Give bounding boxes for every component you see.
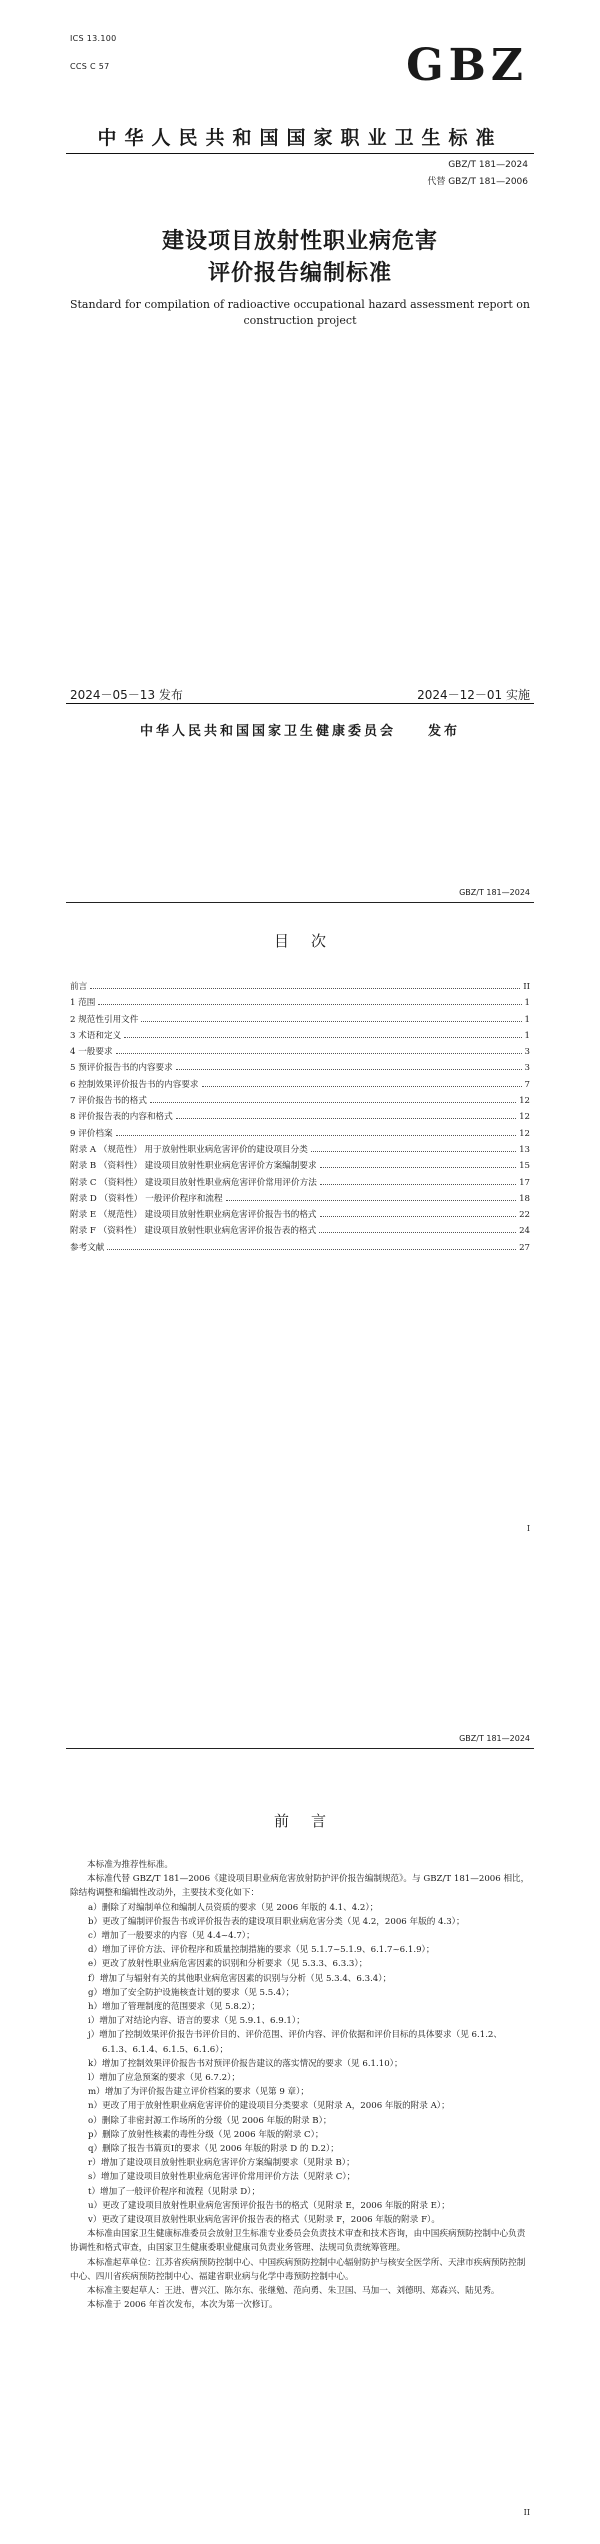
toc-dot-leader xyxy=(90,988,520,989)
toc-entry-title: 附录 C （资料性） 建设项目放射性职业病危害评价常用评价方法 xyxy=(70,1177,317,1188)
foreword-body xyxy=(70,1858,530,2313)
toc-dot-leader xyxy=(319,1232,516,1233)
change-list-item: g）增加了安全防护设施核查计划的要求（见 5.5.4）； xyxy=(88,1987,295,1998)
toc-dot-leader xyxy=(107,1249,516,1250)
toc-entry-title: 参考文献 xyxy=(70,1242,105,1253)
foreword-heading: 前言 xyxy=(273,1812,348,1830)
toc-dot-leader xyxy=(124,1037,521,1038)
toc-dot-leader xyxy=(226,1200,516,1201)
toc-entry-title: 6 控制效果评价报告书的内容要求 xyxy=(70,1079,199,1090)
toc-entry-title: 前言 xyxy=(70,982,88,992)
toc-entry-title: 2 规范性引用文件 xyxy=(70,1014,139,1025)
change-list-item: n）更改了用于放射性职业病危害评价的建设项目分类要求（见附录 A，2006 年版的附录 A）； xyxy=(88,2101,450,2112)
toc-entry-title: 附录 F （资料性） 建设项目放射性职业病危害评价报告表的格式 xyxy=(70,1226,317,1237)
toc-entry-page: II xyxy=(523,982,530,992)
toc-dot-leader xyxy=(176,1069,522,1070)
running-header: GBZ/T 181—2024 xyxy=(459,1734,530,1743)
toc-dot-leader xyxy=(311,1151,516,1152)
change-list-item: t）增加了一般评价程序和流程（见附录 D）； xyxy=(88,2186,261,2197)
implement-date: 2024－12－01 实施 xyxy=(417,688,530,702)
toc-dot-leader xyxy=(320,1216,517,1217)
toc-entry[interactable] xyxy=(70,1127,530,1143)
foreword-paragraph: 本标准由国家卫生健康标准委员会放射卫生标准专业委员会负责技术审查和技术咨询，由中国疾病预防控制中心负责协调性和格式审查，由国家卫生健康委职业健康司负责业务管理、法规司负责统筹管理。 xyxy=(70,2229,526,2254)
change-list-item: s）增加了建设项目放射性职业病危害评价常用评价方法（见附录 C）； xyxy=(88,2172,356,2183)
change-list-item: a）删除了对编制单位和编制人员资质的要求（见 2006 年版的 4.1、4.2）； xyxy=(88,1902,379,1913)
foreword-paragraph: 本标准于 2006 年首次发布，本次为第一次修订。 xyxy=(87,2300,278,2311)
toc-entry-title: 附录 B （资料性） 建设项目放射性职业病危害评价方案编制要求 xyxy=(70,1161,317,1172)
header-rule xyxy=(66,153,534,154)
toc-entry[interactable] xyxy=(70,1045,530,1061)
toc-entry-page: 1 xyxy=(524,998,530,1009)
toc-dot-leader xyxy=(98,1004,521,1005)
toc-entry-page: 1 xyxy=(524,1030,530,1041)
toc-entry-page: 13 xyxy=(519,1144,530,1155)
title-line2: 评价报告编制标准 xyxy=(207,260,392,286)
toc-dot-leader xyxy=(116,1135,516,1136)
page-number: II xyxy=(523,2508,530,2517)
toc-entry-title: 附录 D （资料性） 一般评价程序和流程 xyxy=(70,1193,223,1204)
toc-list xyxy=(70,980,530,1257)
toc-entry-title: 8 评价报告表的内容和格式 xyxy=(70,1112,173,1123)
toc-dot-leader xyxy=(176,1118,516,1119)
toc-entry-page: 12 xyxy=(519,1112,530,1123)
toc-entry[interactable] xyxy=(70,1224,530,1240)
issuing-authority: 中华人民共和国国家卫生健康委员会 发布 xyxy=(139,724,460,739)
change-list-item: m）增加了为评价报告建立评价档案的要求（见第 9 章）； xyxy=(88,2087,310,2098)
change-list-item: d）增加了评价方法、评价程序和质量控制措施的要求（见 5.1.7~5.1.9、6.1.7~6.1.9）； xyxy=(88,1945,435,1956)
foreword-paragraph: 本标准为推荐性标准。 xyxy=(87,1860,173,1870)
header-rule xyxy=(66,1748,534,1749)
change-list-item: i）增加了对结论内容、语言的要求（见 5.9.1、6.9.1）； xyxy=(88,2016,305,2027)
toc-entry-page: 15 xyxy=(519,1161,530,1172)
toc-entry-page: 22 xyxy=(519,1210,530,1221)
toc-entry-title: 附录 A （规范性） 用于放射性职业病危害评价的建设项目分类 xyxy=(70,1144,308,1155)
toc-entry-page: 17 xyxy=(519,1177,530,1188)
toc-entry[interactable] xyxy=(70,1176,530,1192)
gbz-logo: GBZ xyxy=(406,40,528,91)
toc-entry-title: 附录 E （规范性） 建设项目放射性职业病危害评价报告书的格式 xyxy=(70,1210,317,1221)
toc-entry[interactable] xyxy=(70,1094,530,1110)
change-list-item: o）删除了非密封源工作场所的分级（见 2006 年版的附录 B）； xyxy=(88,2115,332,2126)
toc-entry-title: 3 术语和定义 xyxy=(70,1030,122,1041)
toc-entry-page: 3 xyxy=(524,1047,530,1058)
foreword-paragraph: 本标准起草单位：江苏省疾病预防控制中心、中国疾病预防控制中心辐射防护与核安全医学所、天津市疾病预防控制中心、四川省疾病预防控制中心、福建省职业病与化学中毒预防控制中心。 xyxy=(70,2257,526,2282)
toc-entry-page: 1 xyxy=(524,1014,530,1025)
change-list-item: k）增加了控制效果评价报告书对预评价报告建议的落实情况的要求（见 6.1.10）； xyxy=(88,2058,403,2069)
page-number: I xyxy=(526,1524,530,1533)
toc-entry[interactable] xyxy=(70,1061,530,1077)
toc-entry-page: 24 xyxy=(519,1226,530,1237)
replaced-standard: 代替 GBZ/T 181—2006 xyxy=(427,177,528,187)
change-list-item: q）删除了报告书篇页Ⅰ的要求（见 2006 年版的附录 D 的 D.2）； xyxy=(88,2144,339,2155)
toc-entry-title: 4 一般要求 xyxy=(70,1047,113,1058)
ccs-code: CCS C 57 xyxy=(70,62,110,71)
toc-entry-page: 3 xyxy=(524,1063,530,1074)
english-title: Standard for compilation of radioactive occupational hazard assessment report on construction project xyxy=(69,298,531,327)
change-list-item: p）删除了放射性核素的毒性分级（见 2006 年版的附录 C）； xyxy=(88,2129,324,2140)
change-list-item: v）更改了建设项目放射性职业病危害评价报告表的格式（见附录 F，2006 年版的附录 F）。 xyxy=(88,2215,440,2226)
change-list-item: j）增加了控制效果评价报告书评价目的、评价范围、评价内容、评价依据和评价目标的具体要求（见 6.1.2、6.1.3、6.1.4、6.1.5、6.1.6）； xyxy=(88,2030,502,2055)
toc-dot-leader xyxy=(320,1167,517,1168)
toc-entry-title: 1 范围 xyxy=(70,998,96,1009)
toc-entry[interactable] xyxy=(70,1029,530,1045)
change-list-item: e）更改了放射性职业病危害因素的识别和分析要求（见 5.3.3、6.3.3）； xyxy=(88,1959,368,1970)
header-rule xyxy=(66,902,534,903)
toc-page xyxy=(0,872,600,1708)
toc-entry-page: 12 xyxy=(519,1128,530,1139)
toc-dot-leader xyxy=(150,1102,516,1103)
toc-entry[interactable] xyxy=(70,1208,530,1224)
change-list-item: r）增加了建设项目放射性职业病危害评价方案编制要求（见附录 B）； xyxy=(88,2158,355,2169)
toc-entry-page: 7 xyxy=(524,1079,530,1090)
toc-entry[interactable] xyxy=(70,1143,530,1159)
toc-entry[interactable] xyxy=(70,1078,530,1094)
toc-entry[interactable] xyxy=(70,1241,530,1257)
toc-dot-leader xyxy=(202,1086,522,1087)
toc-dot-leader xyxy=(141,1021,521,1022)
running-header: GBZ/T 181—2024 xyxy=(459,888,530,897)
ics-code: ICS 13.100 xyxy=(70,34,117,43)
toc-dot-leader xyxy=(320,1184,516,1185)
toc-entry[interactable] xyxy=(70,996,530,1012)
change-list-item: b）更改了编制评价报告书或评价报告表的建设项目职业病危害分类（见 4.2，2006 年版的 4.3）； xyxy=(88,1916,465,1927)
toc-entry[interactable] xyxy=(70,1192,530,1208)
toc-entry[interactable] xyxy=(70,1013,530,1029)
change-list-item: l）增加了应急预案的要求（见 6.7.2）； xyxy=(88,2073,240,2084)
toc-entry-title: 5 预评价报告书的内容要求 xyxy=(70,1063,173,1074)
issue-date: 2024－05－13 发布 xyxy=(70,688,183,702)
change-list-item: u）更改了建设项目放射性职业病危害预评价报告书的格式（见附录 E，2006 年版的附录 E）； xyxy=(88,2200,450,2211)
toc-entry[interactable] xyxy=(70,1110,530,1126)
toc-entry-page: 12 xyxy=(519,1096,530,1107)
foreword-paragraph: 本标准代替 GBZ/T 181—2006《建设项目职业病危害放射防护评价报告编制规范》。与 GBZ/T 181—2006 相比，除结构调整和编辑性改动外，主要技术变化如下： xyxy=(70,1874,530,1899)
toc-entry-title: 9 评价档案 xyxy=(70,1128,113,1139)
toc-entry[interactable] xyxy=(70,1159,530,1175)
organization-title: 中华人民共和国国家职业卫生标准 xyxy=(97,127,503,149)
foreword-page xyxy=(0,1708,600,2544)
change-list-item: c）增加了一般要求的内容（见 4.4~4.7）； xyxy=(88,1931,255,1942)
toc-entry-title: 7 评价报告书的格式 xyxy=(70,1096,147,1107)
toc-entry-page: 27 xyxy=(519,1242,530,1253)
foreword-paragraph: 本标准主要起草人：王进、曹兴江、陈尔东、张继勉、范向勇、朱卫国、马加一、刘德明、郑森兴、陆见秀。 xyxy=(87,2286,500,2297)
cover-page xyxy=(0,0,600,872)
toc-dot-leader xyxy=(116,1053,522,1054)
standard-number: GBZ/T 181—2024 xyxy=(448,160,528,170)
date-rule xyxy=(66,703,534,704)
toc-heading: 目次 xyxy=(273,932,348,950)
title-line1: 建设项目放射性职业病危害 xyxy=(161,228,438,254)
toc-entry-page: 18 xyxy=(519,1193,530,1204)
change-list-item: h）增加了管理制度的范围要求（见 5.8.2）； xyxy=(88,2002,260,2013)
toc-entry[interactable] xyxy=(70,980,530,996)
change-list-item: f）增加了与辐射有关的其他职业病危害因素的识别与分析（见 5.3.4、6.3.4）； xyxy=(88,1973,392,1984)
